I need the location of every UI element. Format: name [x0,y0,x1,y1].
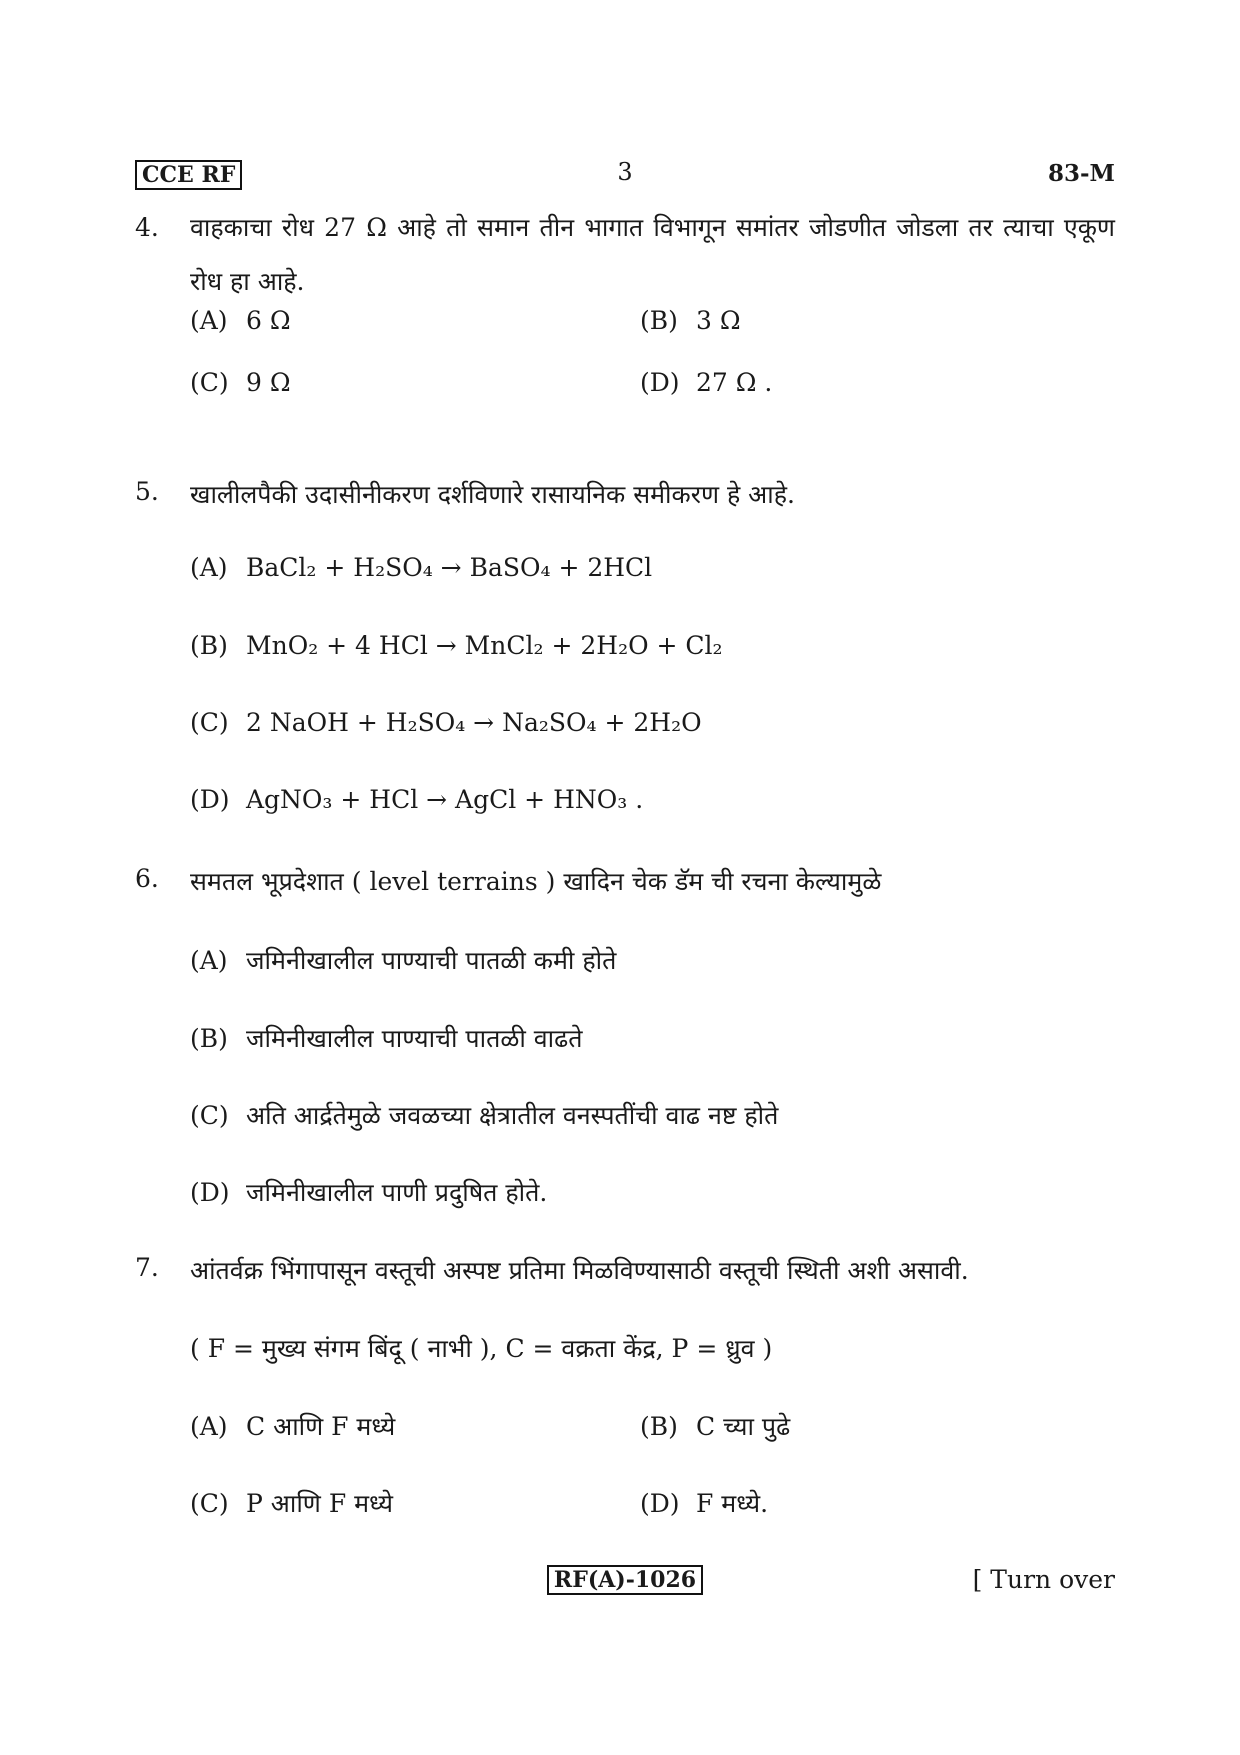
option-6b [190,1021,582,1055]
option-label: (D) [640,1489,680,1518]
page-number: 3 [617,158,633,186]
option-text: MnO₂ + 4 HCl → MnCl₂ + 2H₂O + Cl₂ [246,631,723,660]
option-4b [640,306,741,335]
option-label: (B) [190,631,228,660]
option-label: (B) [640,306,678,335]
option-label: (C) [190,1489,229,1518]
paper-code: 83-M [1047,160,1115,187]
question-text: खालीलपैकी उदासीनीकरण दर्शविणारे रासायनिक समीकरण हे आहे. [190,480,795,509]
question-7-note: ( F = मुख्य संगम बिंदू ( नाभी ), C = वक्रता केंद्र, P = ध्रुव ) [190,1334,773,1363]
option-label: (D) [190,785,230,814]
option-label: (C) [190,1101,229,1130]
option-label: (A) [190,306,228,335]
option-label: (D) [640,368,680,397]
option-label: (B) [640,1412,678,1441]
option-6c [190,1098,778,1132]
option-text: जमिनीखालील पाण्याची पातळी वाढते [246,1024,583,1053]
option-7c [190,1486,393,1520]
page-header [135,156,1115,192]
option-label: (A) [190,553,228,582]
option-5a [190,553,652,582]
option-label: (C) [190,708,229,737]
option-text: P आणि F मध्ये [246,1489,393,1518]
question-text: समतल भूप्रदेशात ( level terrains ) खादिन चेक डॅम ची रचना केल्यामुळे [190,867,882,896]
option-6a [190,943,616,977]
turn-over-text: [ Turn over [972,1565,1115,1594]
question-5 [135,477,1115,513]
question-7 [135,1253,1115,1289]
option-text: C आणि F मध्ये [246,1412,396,1441]
option-5c [190,708,702,737]
option-label: (C) [190,368,229,397]
question-number: 6. [135,864,159,893]
option-text: जमिनीखालील पाणी प्रदुषित होते. [246,1178,548,1207]
option-text: C च्या पुढे [696,1412,791,1441]
option-text: 2 NaOH + H₂SO₄ → Na₂SO₄ + 2H₂O [246,708,702,737]
option-7a [190,1409,395,1443]
option-text: F मध्ये. [696,1489,769,1518]
option-4a [190,306,291,335]
question-text: वाहकाचा रोध 27 Ω आहे तो समान तीन भागात विभागून समांतर जोडणीत जोडला तर त्याचा एकूण रोध हा आहे. [190,213,1115,296]
question-number: 4. [135,213,159,242]
option-5d [190,785,643,814]
option-4c [190,368,291,397]
question-number: 7. [135,1253,159,1282]
option-text: अति आर्द्रतेमुळे जवळच्या क्षेत्रातील वनस्पतींची वाढ नष्ट होते [246,1101,779,1130]
question-4 [135,213,1115,309]
option-text: 3 Ω [696,306,741,335]
page-footer [135,1565,1115,1605]
option-text: 27 Ω . [696,368,773,397]
question-6 [135,864,1115,900]
option-label: (B) [190,1024,228,1053]
option-text: 9 Ω [246,368,291,397]
option-text: BaCl₂ + H₂SO₄ → BaSO₄ + 2HCl [246,553,653,582]
exam-code-box: CCE RF [135,160,242,190]
option-label: (A) [190,1412,228,1441]
option-4d [640,368,772,397]
option-7d [640,1486,768,1520]
footer-code-box: RF(A)-1026 [547,1565,703,1595]
option-label: (A) [190,946,228,975]
option-7b [640,1409,790,1443]
option-6d [190,1175,547,1209]
question-text: आंतर्वक्र भिंगापासून वस्तूची अस्पष्ट प्रतिमा मिळविण्यासाठी वस्तूची स्थिती अशी असावी. [190,1256,969,1285]
option-text: जमिनीखालील पाण्याची पातळी कमी होते [246,946,617,975]
option-label: (D) [190,1178,230,1207]
question-number: 5. [135,477,159,506]
option-text: 6 Ω [246,306,291,335]
option-text: AgNO₃ + HCl → AgCl + HNO₃ . [246,785,644,814]
option-5b [190,631,723,660]
footer-code-wrap [135,1565,1115,1595]
